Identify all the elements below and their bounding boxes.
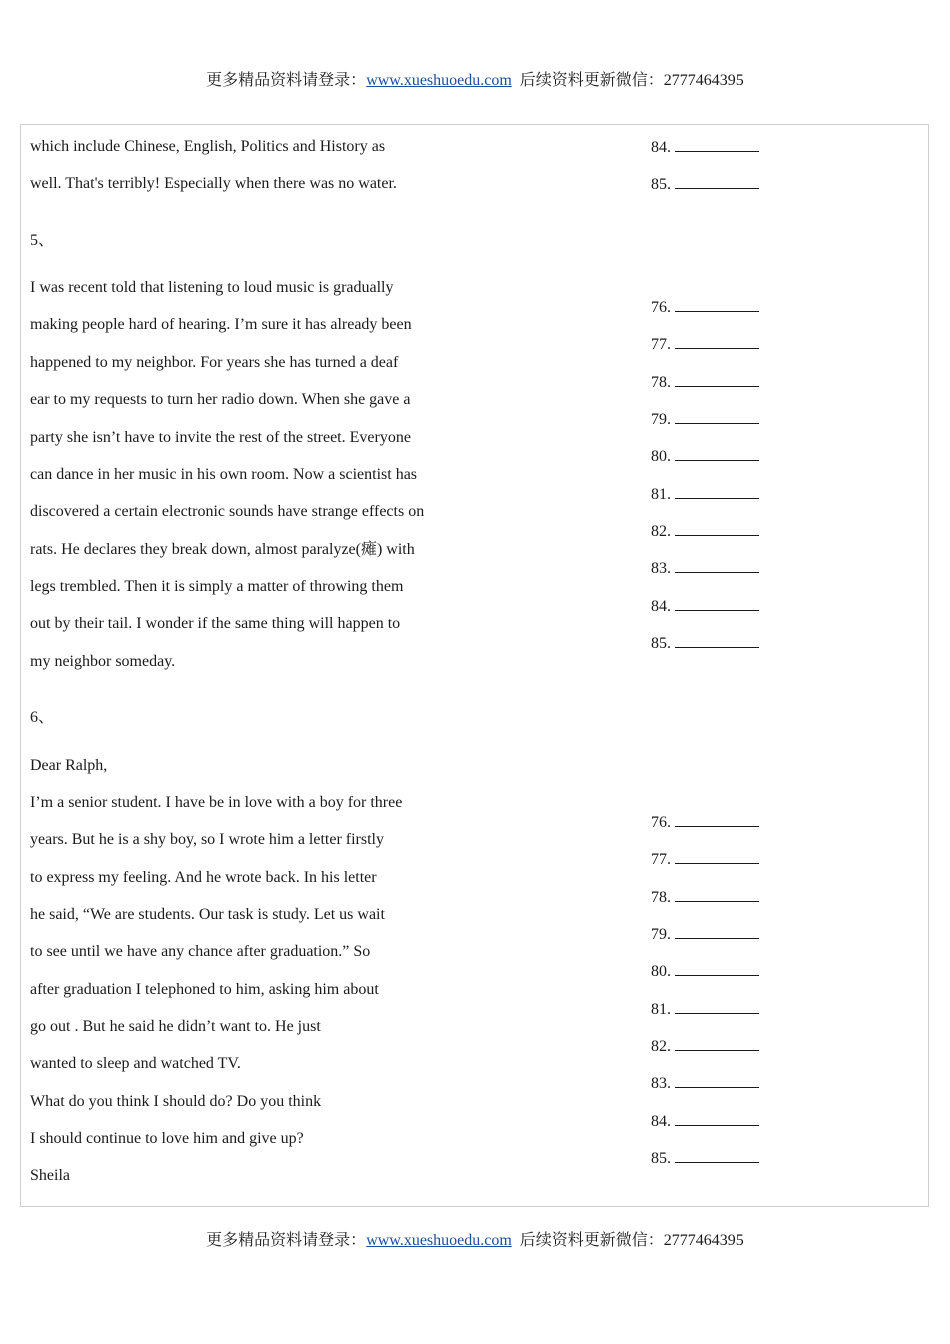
answer-blank[interactable]: 81. (651, 484, 759, 505)
answer-blank[interactable]: 80. (651, 446, 759, 467)
text-line: can dance in her music in his own room. Now a scientist has (30, 466, 418, 483)
answer-blank[interactable]: 84. (651, 137, 759, 158)
answer-blank[interactable]: 76. (651, 812, 759, 833)
answer-blank[interactable]: 76. (651, 297, 759, 318)
header-link[interactable]: www.xueshuoedu.com (366, 72, 512, 89)
header-prefix: 更多精品资料请登录： (206, 72, 367, 89)
page-header (0, 67, 950, 90)
answer-blank[interactable]: 82. (651, 1036, 759, 1057)
text-line: rats. He declares they break down, almost paralyze(瘫) with (30, 541, 415, 558)
text-line: he said, “We are students. Our task is study. Let us wait (30, 906, 385, 923)
text-line: ear to my requests to turn her radio down. When she gave a (30, 391, 411, 408)
text-line: wanted to sleep and watched TV. (30, 1055, 241, 1072)
text-line: Sheila (30, 1167, 70, 1184)
text-line: my neighbor someday. (30, 653, 176, 670)
answer-blank[interactable]: 85. (651, 633, 759, 654)
text-line: discovered a certain electronic sounds have strange effects on (30, 503, 425, 520)
answer-blank[interactable]: 77. (651, 849, 759, 870)
answer-blank[interactable]: 84. (651, 1111, 759, 1132)
answer-blank[interactable]: 85. (651, 174, 759, 195)
text-line: I was recent told that listening to loud music is gradually (30, 279, 394, 296)
answer-blank[interactable]: 80. (651, 961, 759, 982)
text-line: I should continue to love him and give up? (30, 1130, 304, 1147)
text-line: legs trembled. Then it is simply a matter of throwing them (30, 578, 404, 595)
answer-blank[interactable]: 79. (651, 409, 759, 430)
answer-blank[interactable]: 83. (651, 1073, 759, 1094)
text-line: years. But he is a shy boy, so I wrote him a letter firstly (30, 831, 384, 848)
text-line: which include Chinese, English, Politics and History as (30, 138, 386, 155)
text-line: out by their tail. I wonder if the same thing will happen to (30, 615, 401, 632)
text-line: I’m a senior student. I have be in love with a boy for three (30, 794, 403, 811)
text-line: go out . But he said he didn’t want to. He just (30, 1018, 321, 1035)
text-line: to see until we have any chance after graduation.” So (30, 943, 371, 960)
footer-prefix: 更多精品资料请登录： (206, 1232, 367, 1249)
answer-blank[interactable]: 84. (651, 596, 759, 617)
answer-blank[interactable]: 83. (651, 558, 759, 579)
answer-blank[interactable]: 85. (651, 1148, 759, 1169)
answer-blank[interactable]: 81. (651, 999, 759, 1020)
answer-blank[interactable]: 79. (651, 924, 759, 945)
text-line: making people hard of hearing. I’m sure it has already been (30, 316, 412, 333)
footer-link[interactable]: www.xueshuoedu.com (366, 1232, 512, 1249)
footer-suffix: 后续资料更新微信：2777464395 (519, 1232, 744, 1249)
text-line: well. That's terribly! Especially when there was no water. (30, 175, 397, 192)
section-label: 5、 (30, 232, 55, 249)
header-suffix: 后续资料更新微信：2777464395 (519, 72, 744, 89)
answer-blank[interactable]: 82. (651, 521, 759, 542)
text-line: after graduation I telephoned to him, asking him about (30, 981, 379, 998)
answer-blank[interactable]: 78. (651, 372, 759, 393)
text-line: Dear Ralph, (30, 757, 108, 774)
section-label: 6、 (30, 709, 55, 726)
text-line: What do you think I should do? Do you think (30, 1093, 322, 1110)
page-footer (0, 1227, 950, 1250)
answer-blank[interactable]: 78. (651, 887, 759, 908)
text-line: to express my feeling. And he wrote back. In his letter (30, 869, 377, 886)
answer-blank[interactable]: 77. (651, 334, 759, 355)
text-line: happened to my neighbor. For years she has turned a deaf (30, 354, 399, 371)
text-line: party she isn’t have to invite the rest of the street. Everyone (30, 429, 411, 446)
